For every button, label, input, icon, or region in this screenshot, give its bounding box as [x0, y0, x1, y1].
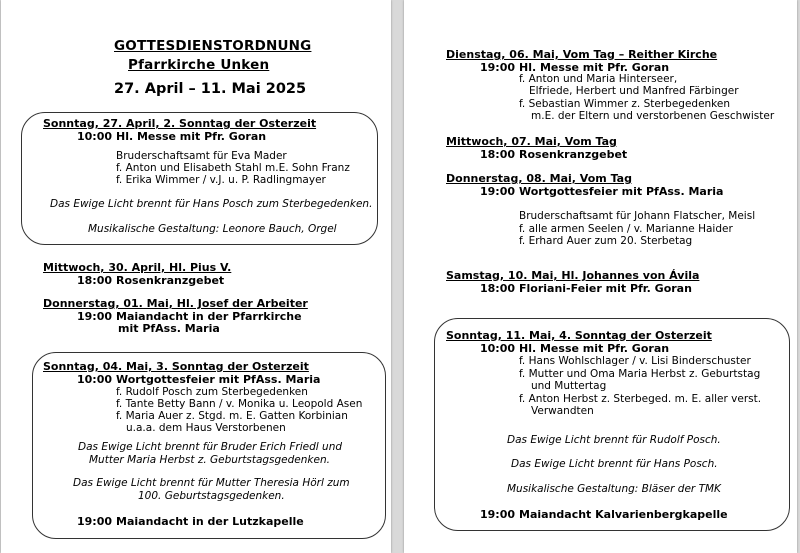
intention: und Muttertag [531, 380, 607, 392]
section-heading: Mittwoch, 07. Mai, Vom Tag [446, 135, 617, 148]
service-time: 19:00 [480, 508, 516, 521]
date-range: 27. April – 11. Mai 2025 [114, 81, 307, 97]
service-title: Hl. Messe mit Pfr. Goran [116, 130, 267, 143]
service-title: Wortgottesfeier mit PfAss. Maria [519, 185, 724, 198]
service-time: 18:00 [77, 274, 113, 287]
service-time: 19:00 [77, 515, 113, 528]
intention: f. Anton und Elisabeth Stahl m.E. Sohn Franz [116, 162, 350, 174]
eternal-light-note: 100. Geburtstagsgedenken. [138, 490, 285, 502]
document-title: GOTTESDIENSTORDNUNG [114, 38, 312, 54]
intention: Bruderschaftsamt für Eva Mader [116, 150, 287, 162]
intention: u.a.a. dem Haus Verstorbenen [126, 422, 286, 434]
service-time: 10:00 [77, 130, 113, 143]
intention: f. Hans Wohlschlager / v. Lisi Binderschuster [519, 355, 751, 367]
service-time: 19:00 [77, 310, 113, 323]
intention: f. alle armen Seelen / v. Marianne Haider [519, 223, 733, 235]
section-heading: Dienstag, 06. Mai, Vom Tag – Reither Kirche [446, 48, 718, 61]
music-note: Musikalische Gestaltung: Leonore Bauch, Orgel [88, 223, 337, 235]
eternal-light-note: Das Ewige Licht brennt für Bruder Erich Friedl und [78, 441, 343, 453]
section-heading: Sonntag, 04. Mai, 3. Sonntag der Osterzeit [43, 360, 309, 373]
intention: m.E. der Eltern und verstorbenen Geschwister [531, 110, 775, 122]
service-title: Rosenkranzgebet [519, 148, 628, 161]
intention: f. Maria Auer z. Stgd. m. E. Gatten Korbinian [116, 410, 348, 422]
service-title: Wortgottesfeier mit PfAss. Maria [116, 373, 321, 386]
right-page [404, 0, 797, 553]
intention: f. Rudolf Posch zum Sterbegedenken [116, 386, 308, 398]
section-heading: Mittwoch, 30. April, Hl. Pius V. [43, 261, 232, 274]
intention: Bruderschaftsamt für Johann Flatscher, Meisl [519, 210, 756, 222]
eternal-light-note: Das Ewige Licht brennt für Mutter Theresia Hörl zum [73, 477, 350, 489]
section-heading: Samstag, 10. Mai, Hl. Johannes von Ávila [446, 269, 700, 282]
intention: f. Erika Wimmer / v.J. u. P. Radlingmayer [116, 174, 326, 186]
service-title-cont: mit PfAss. Maria [118, 322, 220, 335]
service-time: 10:00 [77, 373, 113, 386]
service-title: Maiandacht in der Pfarrkirche [116, 310, 302, 323]
eternal-light-note: Das Ewige Licht brennt für Hans Posch zum Sterbegedenken. [50, 198, 373, 210]
intention: f. Mutter und Oma Maria Herbst z. Geburtstag [519, 368, 761, 380]
intention: f. Sebastian Wimmer z. Sterbegedenken [519, 98, 730, 110]
service-time: 10:00 [480, 342, 516, 355]
intention: f. Tante Betty Bann / v. Monika u. Leopold Asen [116, 398, 363, 410]
service-time: 19:00 [480, 185, 516, 198]
intention: f. Anton Herbst z. Sterbeged. m. E. aller verst. [519, 393, 762, 405]
service-title: Hl. Messe mit Pfr. Goran [519, 61, 670, 74]
music-note: Musikalische Gestaltung: Bläser der TMK [507, 483, 721, 495]
intention: f. Erhard Auer zum 20. Sterbetag [519, 235, 693, 247]
eternal-light-note: Das Ewige Licht brennt für Hans Posch. [511, 458, 718, 470]
intention: Verwandten [531, 405, 594, 417]
service-title: Hl. Messe mit Pfr. Goran [519, 342, 670, 355]
intention: f. Anton und Maria Hinterseer, [519, 73, 678, 85]
service-title: Maiandacht in der Lutzkapelle [116, 515, 304, 528]
section-heading: Sonntag, 11. Mai, 4. Sonntag der Osterzeit [446, 329, 712, 342]
service-title: Floriani-Feier mit Pfr. Goran [519, 282, 692, 295]
intention: Elfriede, Herbert und Manfred Färbinger [529, 85, 739, 97]
service-title: Rosenkranzgebet [116, 274, 225, 287]
section-heading: Donnerstag, 08. Mai, Vom Tag [446, 172, 632, 185]
section-heading: Donnerstag, 01. Mai, Hl. Josef der Arbeiter [43, 297, 308, 310]
church-name: Pfarrkirche Unken [128, 57, 270, 73]
eternal-light-note: Mutter Maria Herbst z. Geburtstagsgedenken. [89, 454, 330, 466]
eternal-light-note: Das Ewige Licht brennt für Rudolf Posch. [507, 434, 721, 446]
service-time: 18:00 [480, 148, 516, 161]
service-title: Maiandacht Kalvarienbergkapelle [519, 508, 728, 521]
service-time: 19:00 [480, 61, 516, 74]
service-time: 18:00 [480, 282, 516, 295]
left-page [1, 0, 391, 553]
section-heading: Sonntag, 27. April, 2. Sonntag der Osterzeit [43, 117, 317, 130]
